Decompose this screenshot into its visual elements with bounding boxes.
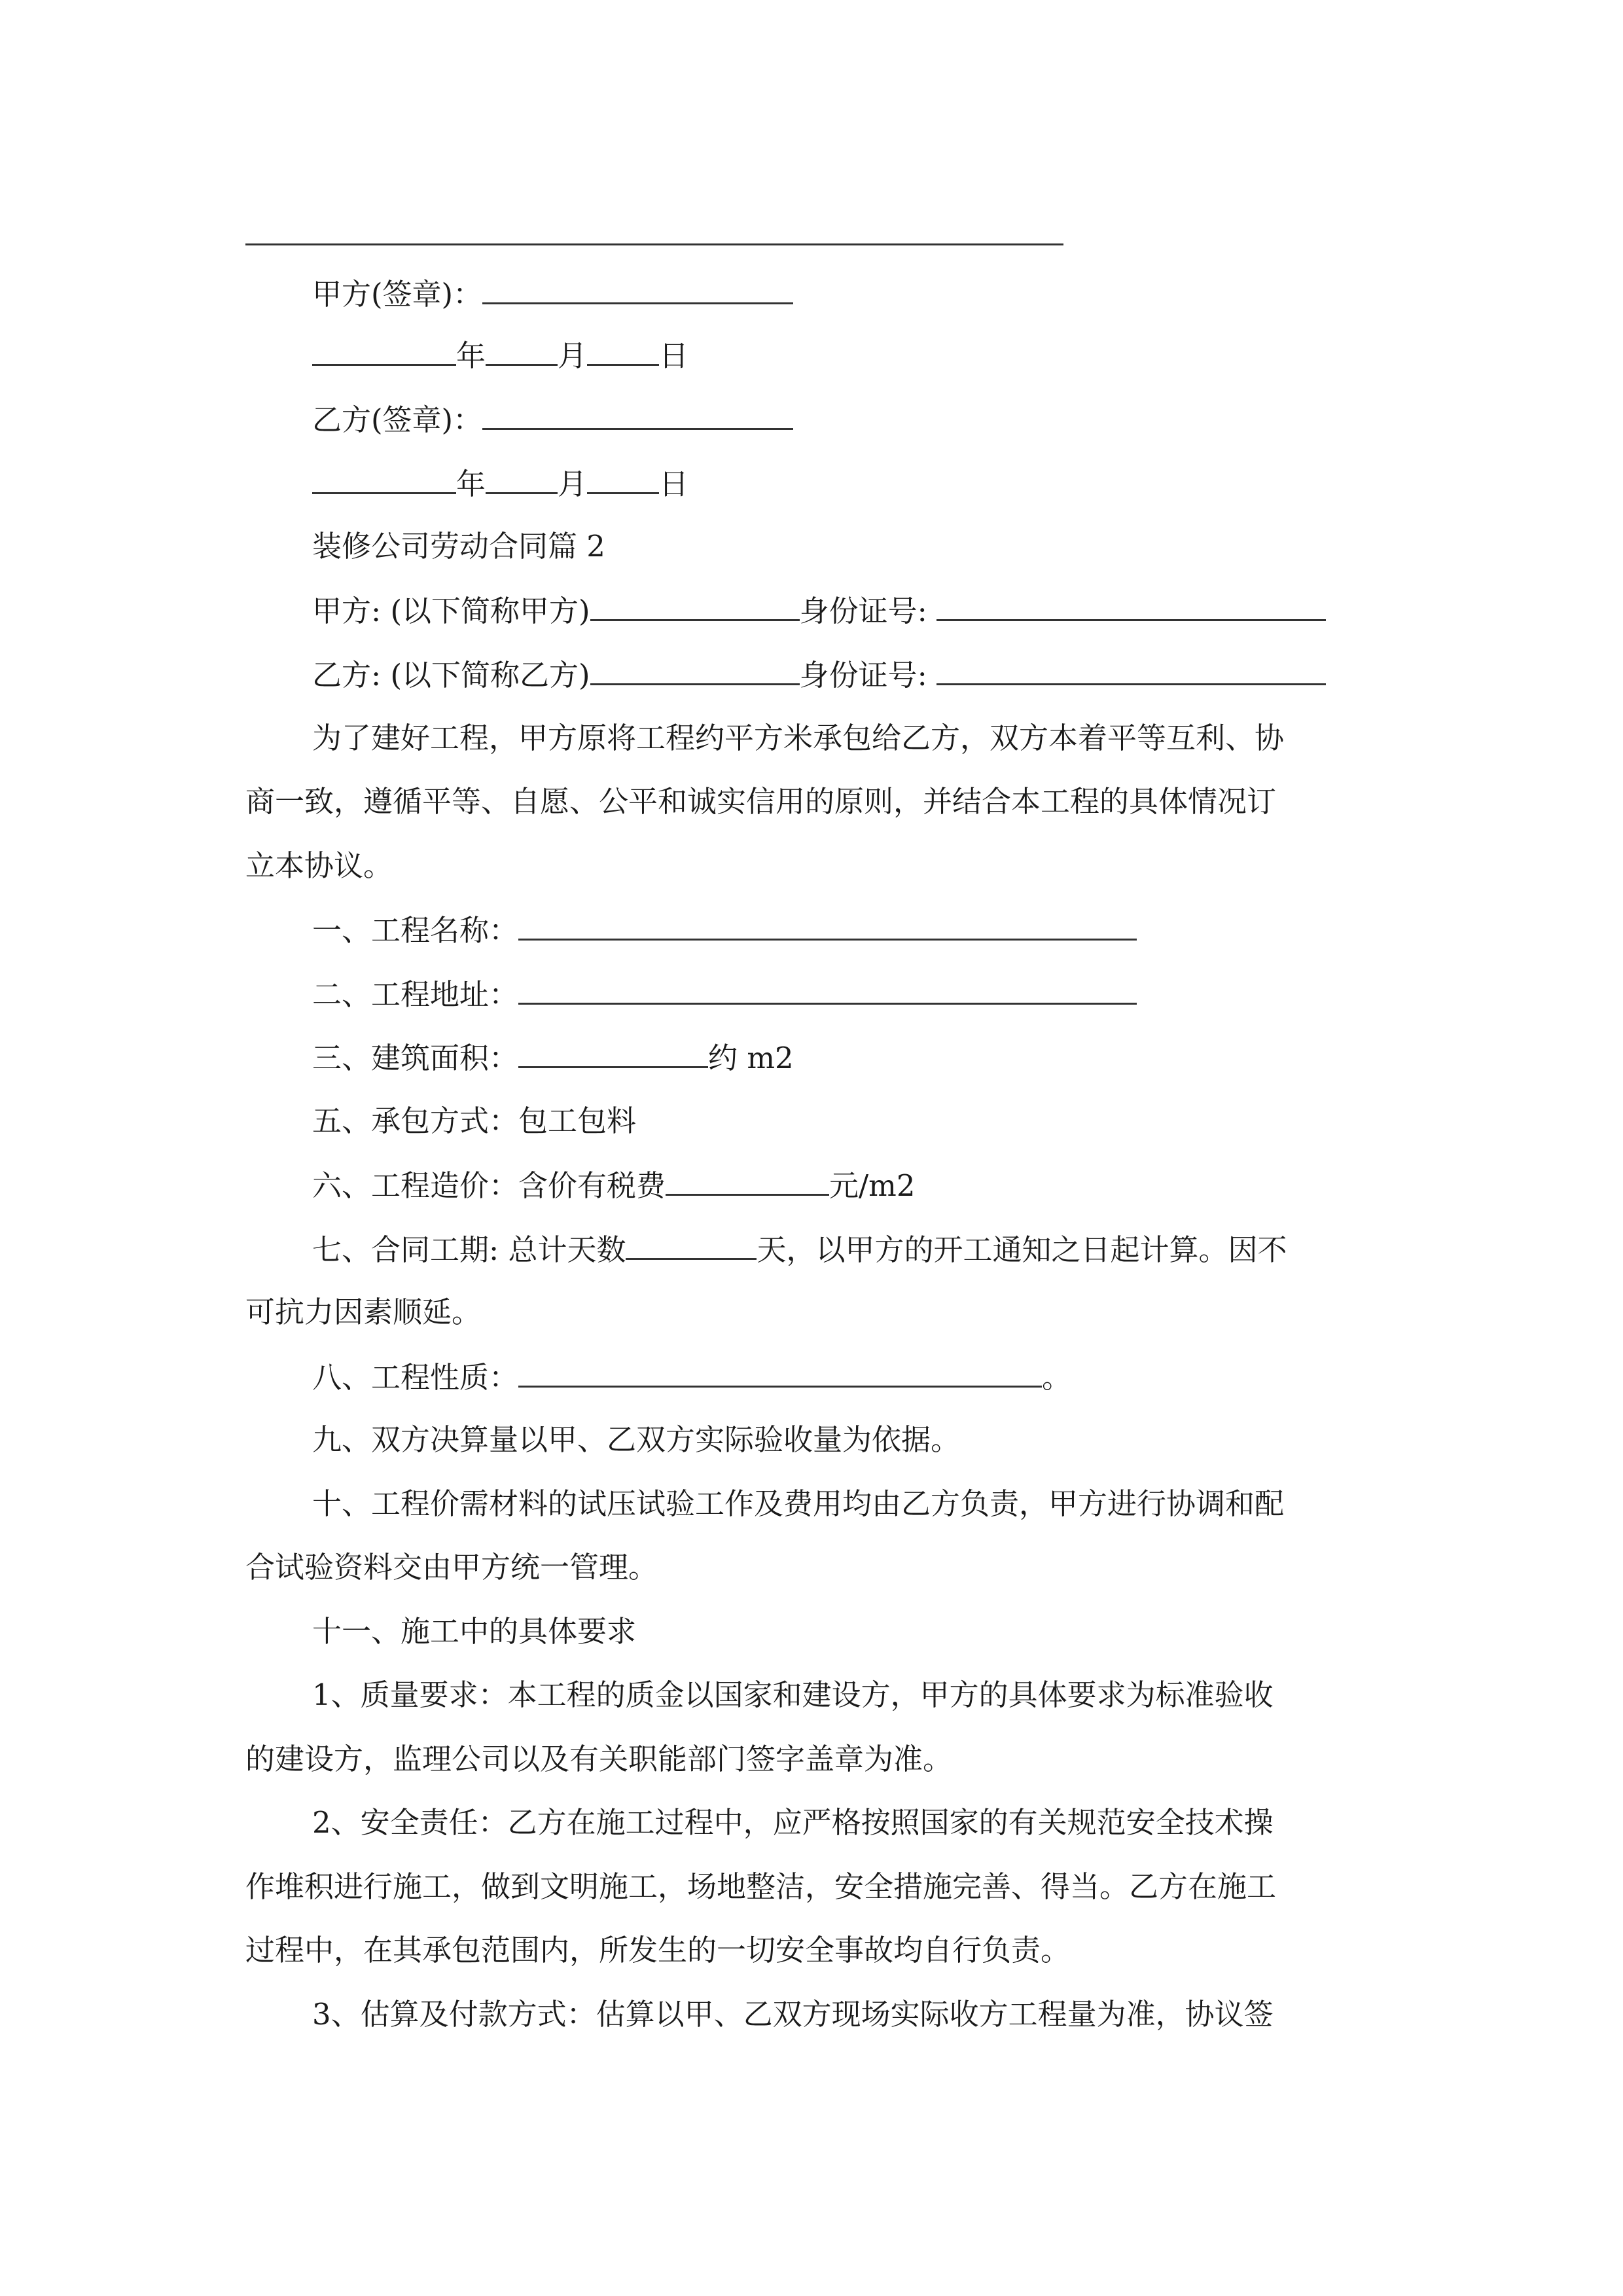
safety-requirement: 2、安全责任：乙方在施工过程中，应严格按照国家的有关规范安全技术操: [312, 1805, 1274, 1840]
materials-clause-continued: 合试验资料交由甲方统一管理。: [245, 1550, 658, 1585]
building-area-line: [312, 1037, 794, 1077]
contract-duration-label: 七、合同工期: 总计天数: [312, 1232, 626, 1267]
quality-requirement-continued: 的建设方，监理公司以及有关职能部门签字盖章为准。: [245, 1742, 953, 1776]
party-a-id-blank: [936, 590, 1326, 621]
building-area-blank: [518, 1037, 708, 1068]
day-blank: [587, 463, 659, 494]
quality-requirement: 1、质量要求：本工程的质金以国家和建设方，甲方的具体要求为标准验收: [312, 1677, 1274, 1712]
month-blank: [486, 335, 558, 366]
year-blank: [312, 335, 456, 366]
requirements-heading: 十一、施工中的具体要求: [312, 1614, 637, 1649]
party-b-label: 乙方: (以下简称乙方): [312, 658, 590, 692]
party-a-signature-line: [312, 274, 793, 313]
party-a-signature-label: 甲方(签章)：: [312, 277, 483, 312]
party-a-line: [312, 590, 1326, 630]
safety-requirement-continued: 过程中，在其承包范围内，所发生的一切安全事故均自行负责。: [245, 1933, 1071, 1967]
party-b-line: [312, 655, 1326, 694]
year-blank: [312, 463, 456, 494]
project-address-line: [312, 974, 1137, 1013]
contract-title: 装修公司劳动合同篇 2: [312, 529, 605, 564]
safety-requirement-continued: 作堆积进行施工，做到文明施工，场地整洁，安全措施完善、得当。乙方在施工: [245, 1869, 1277, 1904]
building-area-label: 三、建筑面积：: [312, 1041, 519, 1075]
materials-clause: 十、工程价需材料的试压试验工作及费用均由乙方负责，甲方进行协调和配: [312, 1486, 1285, 1521]
contract-duration-text: 天，以甲方的开工通知之日起计算。因不: [757, 1232, 1287, 1267]
year-label: 年: [456, 467, 486, 501]
id-label: 身份证号:: [799, 594, 927, 628]
project-nature-line: [312, 1357, 1071, 1396]
project-name-blank: [518, 910, 1137, 941]
top-divider: [245, 243, 1063, 245]
project-cost-label: 六、工程造价：含价有税费: [312, 1168, 666, 1203]
project-address-blank: [518, 974, 1137, 1005]
party-a-date-line: [312, 335, 688, 374]
contract-days-blank: [626, 1229, 757, 1260]
year-label: 年: [456, 338, 486, 373]
project-name-line: [312, 910, 1137, 949]
month-label: 月: [558, 467, 588, 501]
day-blank: [587, 335, 659, 366]
day-label: 日: [659, 467, 689, 501]
settlement-clause: 九、双方决算量以甲、乙双方实际验收量为依据。: [312, 1422, 961, 1457]
party-b-id-blank: [936, 655, 1326, 685]
project-cost-unit: 元/m2: [829, 1168, 916, 1203]
project-cost-line: [312, 1165, 915, 1204]
party-a-signature-blank: [482, 274, 793, 304]
intro-line: 立本协议。: [245, 848, 393, 883]
intro-line: 为了建好工程，甲方原将工程约平方米承包给乙方，双方本着平等互利、协: [312, 721, 1285, 755]
party-a-name-blank: [590, 590, 800, 621]
id-label: 身份证号:: [799, 658, 927, 692]
month-blank: [486, 463, 558, 494]
building-area-unit: 约 m2: [708, 1041, 794, 1075]
party-b-signature-blank: [482, 399, 793, 430]
party-b-date-line: [312, 463, 688, 503]
party-b-signature-line: [312, 399, 793, 439]
party-b-signature-label: 乙方(签章)：: [312, 403, 483, 437]
contract-method-line: 五、承包方式：包工包料: [312, 1103, 637, 1138]
party-b-name-blank: [590, 655, 800, 685]
day-label: 日: [659, 338, 689, 373]
project-address-label: 二、工程地址：: [312, 977, 519, 1012]
payment-requirement: 3、估算及付款方式：估算以甲、乙双方现场实际收方工程量为准，协议签: [312, 1997, 1274, 2032]
contract-duration-continued: 可抗力因素顺延。: [245, 1295, 482, 1329]
month-label: 月: [558, 338, 588, 373]
project-cost-blank: [666, 1165, 829, 1196]
project-nature-end: 。: [1042, 1360, 1072, 1395]
party-a-label: 甲方: (以下简称甲方): [312, 594, 590, 628]
contract-duration-line: [312, 1229, 1287, 1268]
project-nature-label: 八、工程性质：: [312, 1360, 519, 1395]
intro-line: 商一致，遵循平等、自愿、公平和诚实信用的原则，并结合本工程的具体情况订: [245, 784, 1277, 819]
project-name-label: 一、工程名称：: [312, 913, 519, 948]
project-nature-blank: [518, 1357, 1042, 1388]
